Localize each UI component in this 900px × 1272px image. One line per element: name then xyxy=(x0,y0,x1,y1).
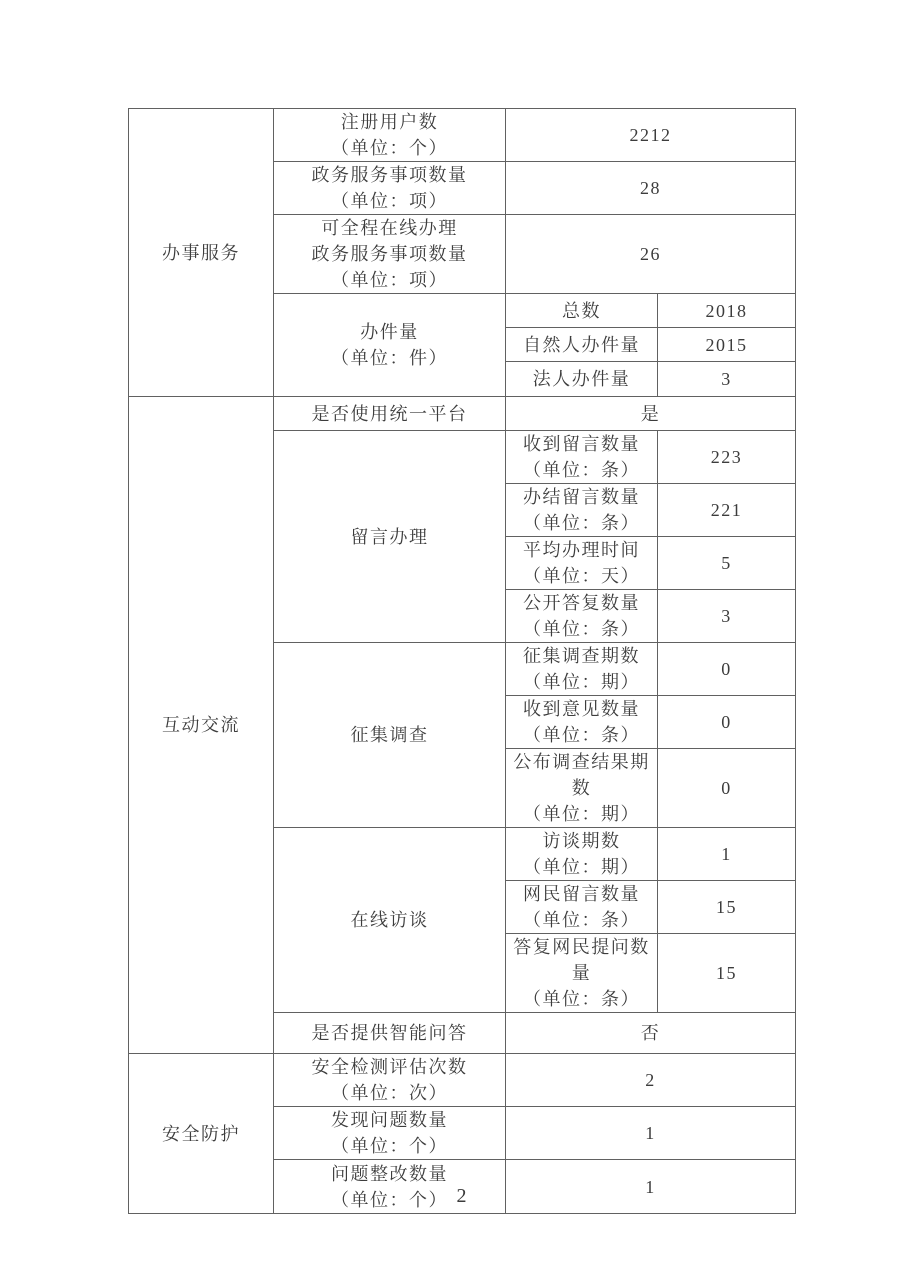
subitem-cell-messages-resolved xyxy=(506,484,658,537)
item-label-line: 问题整改数量 xyxy=(331,1163,448,1184)
value-cell-smart-qa: 否 xyxy=(506,1013,796,1054)
subitem-label-line: 收到留言数量 xyxy=(523,434,640,454)
unit-label-line: （单位：个） xyxy=(331,138,448,158)
subitem-cell-netizen-messages xyxy=(506,881,658,934)
subitem-label-line: 访谈期数 xyxy=(542,831,621,851)
item-label-line: 征集调查 xyxy=(350,725,429,745)
unit-label-line: （单位：条） xyxy=(523,513,640,533)
item-cell-unified-platform xyxy=(274,397,506,431)
value-cell-messages-resolved: 221 xyxy=(658,484,796,537)
subitem-cell-natural-person: 自然人办件量 xyxy=(506,328,658,362)
item-cell-online-interview xyxy=(274,828,506,1013)
subitem-label-line: 公开答复数量 xyxy=(523,593,640,613)
value-cell-messages-received: 223 xyxy=(658,431,796,484)
value-cell-problems-rectified: 1 xyxy=(506,1160,796,1214)
annual-report-table xyxy=(128,108,796,1214)
item-cell-security-assessments xyxy=(274,1054,506,1107)
item-label-line: 是否使用统一平台 xyxy=(311,403,468,424)
value-cell-service-items: 28 xyxy=(506,162,796,215)
unit-label-line: （单位：条） xyxy=(523,725,640,745)
subitem-cell-opinions-received xyxy=(506,696,658,749)
subitem-cell-netizen-questions-answered xyxy=(506,934,658,1013)
unit-label-line: （单位：次） xyxy=(331,1083,448,1103)
item-cell-registered-users xyxy=(274,109,506,162)
item-label-line: 注册用户数 xyxy=(340,112,439,132)
unit-label-line: （单位：天） xyxy=(523,566,640,586)
unit-label-line: （单位：个） xyxy=(331,1189,448,1210)
value-cell-average-handling-time: 5 xyxy=(658,537,796,590)
item-label-line: 是否提供智能问答 xyxy=(311,1023,468,1043)
item-label-line: 办件量 xyxy=(360,322,419,342)
value-cell-interview-issues: 1 xyxy=(658,828,796,881)
subitem-cell-legal-person: 法人办件量 xyxy=(506,362,658,397)
value-cell-netizen-questions-answered: 15 xyxy=(658,934,796,1013)
value-cell-online-service-items: 26 xyxy=(506,215,796,294)
unit-label-line: （单位：条） xyxy=(523,619,640,639)
unit-label-line: （单位：个） xyxy=(331,1136,448,1156)
item-label-line: 留言办理 xyxy=(350,526,429,547)
value-cell-natural-person: 2015 xyxy=(658,328,796,362)
category-cell-service-handling: 办事服务 xyxy=(129,109,274,397)
unit-label-line: （单位：条） xyxy=(523,989,640,1009)
subitem-label-line: 收到意见数量 xyxy=(523,699,640,719)
category-cell-interaction: 互动交流 xyxy=(129,397,274,1054)
unit-label-line: （单位：条） xyxy=(523,460,640,480)
unit-label-line: （单位：期） xyxy=(523,857,640,877)
item-cell-survey xyxy=(274,643,506,828)
value-cell-survey-issues: 0 xyxy=(658,643,796,696)
item-label-line: 在线访谈 xyxy=(350,910,429,930)
unit-label-line: （单位：期） xyxy=(523,804,640,824)
unit-label-line: （单位：期） xyxy=(523,672,640,692)
item-label-line: 政务服务事项数量 xyxy=(311,165,468,185)
subitem-label-line: 办结留言数量 xyxy=(523,487,640,507)
item-label-line: 可全程在线办理 xyxy=(321,218,458,238)
item-label-line: 发现问题数量 xyxy=(331,1110,448,1130)
subitem-cell-public-replies xyxy=(506,590,658,643)
value-cell-problems-found: 1 xyxy=(506,1107,796,1160)
item-cell-case-volume xyxy=(274,294,506,397)
value-cell-security-assessments: 2 xyxy=(506,1054,796,1107)
subitem-label-line: 公布调查结果期数 xyxy=(513,752,650,798)
subitem-label-line: 平均办理时间 xyxy=(523,540,640,560)
category-cell-security: 安全防护 xyxy=(129,1054,274,1214)
item-cell-online-service-items xyxy=(274,215,506,294)
unit-label-line: （单位：项） xyxy=(331,191,448,211)
unit-label-line: （单位：件） xyxy=(331,348,448,368)
subitem-cell-average-handling-time xyxy=(506,537,658,590)
subitem-label-line: 答复网民提问数量 xyxy=(513,937,650,983)
value-cell-survey-results-published: 0 xyxy=(658,749,796,828)
value-cell-unified-platform: 是 xyxy=(506,397,796,431)
subitem-label-line: 征集调查期数 xyxy=(523,646,640,666)
value-cell-legal-person: 3 xyxy=(658,362,796,397)
item-cell-message-handling xyxy=(274,431,506,643)
item-cell-problems-found xyxy=(274,1107,506,1160)
value-cell-total: 2018 xyxy=(658,294,796,328)
subitem-cell-survey-results-published xyxy=(506,749,658,828)
item-label-line: 政务服务事项数量 xyxy=(311,244,468,264)
item-cell-smart-qa xyxy=(274,1013,506,1054)
item-label-line: 安全检测评估次数 xyxy=(311,1057,468,1077)
item-cell-service-items xyxy=(274,162,506,215)
subitem-cell-survey-issues xyxy=(506,643,658,696)
value-cell-public-replies: 3 xyxy=(658,590,796,643)
unit-label-line: （单位：项） xyxy=(331,270,448,290)
subitem-label-line: 网民留言数量 xyxy=(523,884,640,904)
value-cell-registered-users: 2212 xyxy=(506,109,796,162)
unit-label-line: （单位：条） xyxy=(523,910,640,930)
value-cell-opinions-received: 0 xyxy=(658,696,796,749)
value-cell-netizen-messages: 15 xyxy=(658,881,796,934)
subitem-cell-total: 总数 xyxy=(506,294,658,328)
page-number: 2 xyxy=(456,1185,467,1207)
subitem-cell-messages-received xyxy=(506,431,658,484)
subitem-cell-interview-issues xyxy=(506,828,658,881)
